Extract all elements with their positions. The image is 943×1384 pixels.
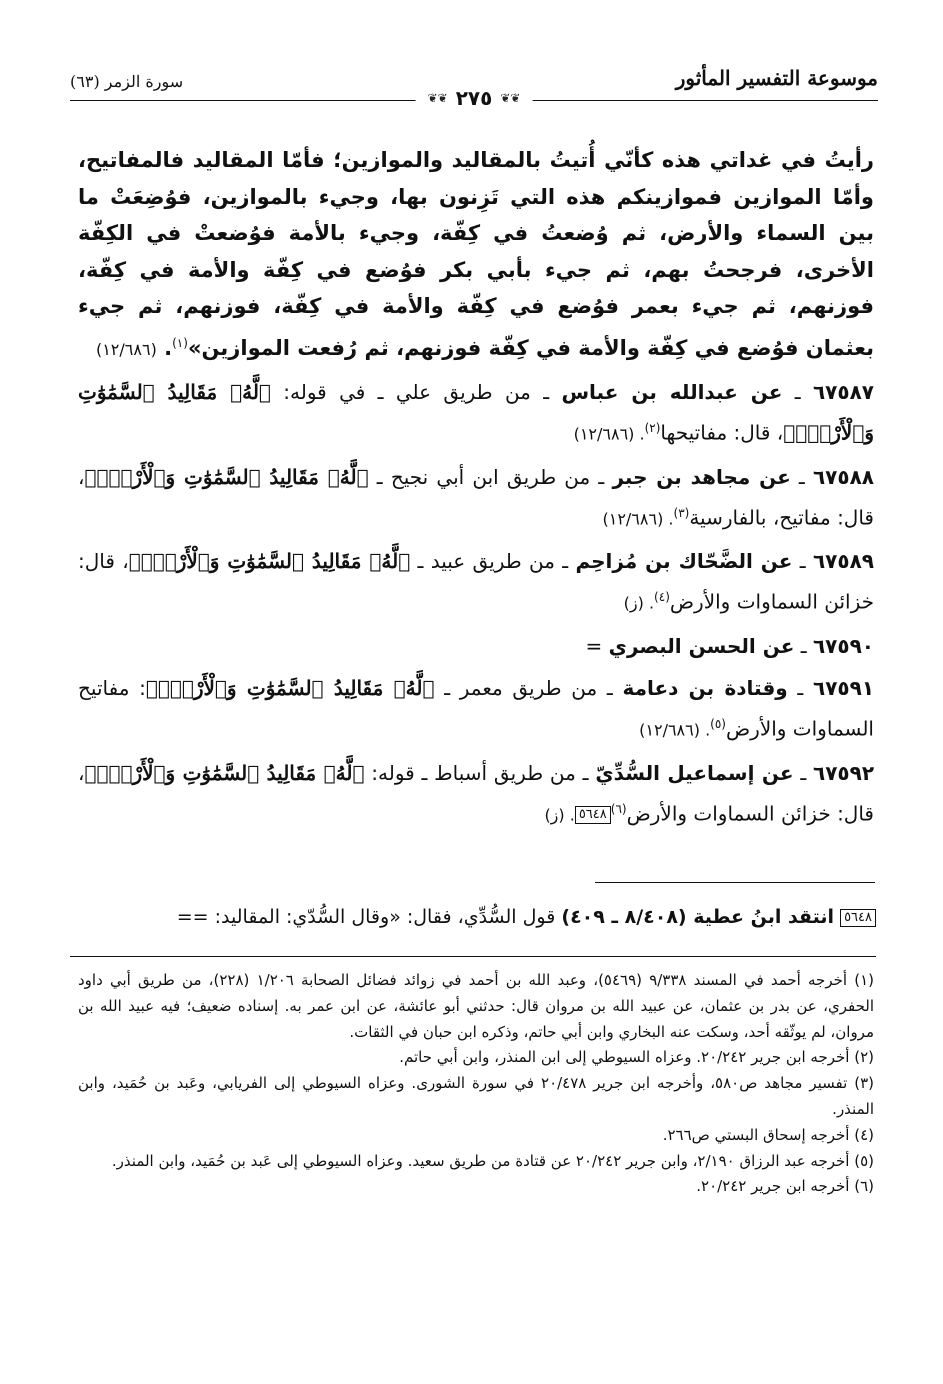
footnote: (٣) تفسير مجاهد ص٥٨٠، وأخرجه ابن جرير ٢٠/٤٧٨ في سورة الشورى. وعزاه السيوطي إلى الفريابي، وعَبد بن حُمَيد، وابن المنذر.: [78, 1074, 875, 1118]
footnote: (٥) أخرجه عبد الرزاق ٢/١٩٠، وابن جرير ٢٠/٢٤٢ عن قتادة من طريق سعيد. وعزاه السيوطي إلى عَبد بن حُمَيد، وابن المنذر.: [111, 1151, 874, 1170]
hadith-entry: ٦٧٥٩١ ـ وقتادة بن دعامة ـ من طريق معمر ـ ﴿لَّهُۥ مَقَالِيدُ ٱلسَّمَٰوَٰتِ وَٱلْأَرْضِۖ﴾: مفاتيح السماوات والأرض$^{(٥)}$. (١٢/٦٨٦): [78, 675, 875, 741]
entry-chain: =: [585, 633, 603, 658]
surah-label: سورة الزمر (٦٣): [70, 72, 184, 91]
page-header: [70, 62, 878, 122]
footnote: (٤) أخرجه إسحاق البستي ص٢٦٦.: [662, 1125, 874, 1144]
entry-comment: : مفاتيح السماوات والأرض: [78, 675, 874, 741]
entry-comment: ، قال: خزائن السماوات والأرض: [78, 549, 874, 614]
volume-ref: . (١٢/٦٨٦): [639, 720, 711, 740]
entry-narrator: عن الحسن البصري: [608, 633, 795, 658]
footnote-mark: (٥): [710, 716, 726, 731]
footnote: (٦) أخرجه ابن جرير ٢٠/٢٤٢.: [696, 1177, 874, 1196]
quran-verse: ﴿لَّهُۥ مَقَالِيدُ ٱلسَّمَٰوَٰتِ وَٱلْأَرْضِۖ﴾: [84, 464, 369, 489]
volume-ref: . (ز): [544, 805, 575, 825]
entry-number: ٦٧٥٩٠: [812, 633, 874, 658]
entry-chain: ـ من طريق عبيد ـ: [417, 549, 569, 574]
ornament-right-icon: ❦❦: [500, 91, 521, 105]
entry-narrator: عن عبدالله بن عباس: [561, 380, 783, 404]
entry-comment: ، قال: خزائن السماوات والأرض: [78, 760, 874, 826]
page-number-block: [416, 86, 533, 110]
volume-ref: (١٢/٦٨٦): [95, 339, 157, 359]
commentary-text: قول السُّدِّي، فقال: «وقال السُّدّي: المقاليد: ==: [176, 906, 556, 928]
entry-chain: ـ من طريق معمر ـ: [444, 675, 613, 700]
commentary-lead: انتقد ابنُ عطية (٨/٤٠٨ ـ ٤٠٩): [561, 906, 835, 928]
commentary-box-number: ٥٦٤٨: [840, 909, 876, 927]
volume-ref: . (١٢/٦٨٦): [573, 424, 645, 444]
opening-text: رأيتُ في غداتي هذه كأنّي أُتيتُ بالمقاليد والموازين؛ فأمّا المقاليد فالمفاتيح، وأمّا الموازين فموازينكم هذه التي تَزِنون بها، وجيء بالموازين، فوُضِعَتْ ما بين السماء والأرض، ثم وُضعتُ في كِفّة، وجيء بالأمة فوُضعتْ في الكِفّة الأخرى، فرجحتُ بهم، ثم جيء بأبي بكر فوُضع في كِفّة والأمة في كِفّة، فوزنهم، ثم جيء بعمر فوُضع في كِفّة والأمة في كِفّة، فوزنهم، ثم جيء بعثمان فوُضع في كِفّة والأمة في كِفّة فوزنهم، ثم رُفعت الموازين»: [78, 148, 874, 360]
quran-verse: ﴿لَّهُۥ مَقَالِيدُ ٱلسَّمَٰوَٰتِ وَٱلْأَرْضِۖ﴾: [145, 675, 435, 700]
quran-verse: ﴿لَّهُۥ مَقَالِيدُ ٱلسَّمَٰوَٰتِ وَٱلْأَرْضِۖ﴾: [128, 549, 411, 574]
hadith-entry: ٦٧٥٨٨ ـ عن مجاهد بن جبر ـ من طريق ابن أبي نجيح ـ ﴿لَّهُۥ مَقَالِيدُ ٱلسَّمَٰوَٰتِ وَٱلْأَرْضِۖ﴾، قال: مفاتيح، بالفارسية$^{(٣)}$. (١٢/٦٨٦): [78, 464, 875, 530]
opening-paragraph: رأيتُ في غداتي هذه كأنّي أُتيتُ بالمقاليد والموازين؛ فأمّا المقاليد فالمفاتيح، وأمّا الموازين فموازينكم هذه التي تَزِنون بها، وجيء بالموازين، فوُضِعَتْ ما بين السماء والأرض، ثم وُضعتُ في كِفّة، وجيء بالأمة فوُضعتْ في الكِفّة الأخرى، فرجحتُ بهم، ثم جيء بأبي بكر فوُضع في كِفّة والأمة في كِفّة، فوزنهم، ثم جيء بعمر فوُضع في كِفّة والأمة في كِفّة، فوزنهم، ثم جيء بعثمان فوُضع في كِفّة والأمة في كِفّة فوزنهم، ثم رُفعت الموازين»$^{(١)}$. (١٢/٦٨٦): [78, 148, 874, 360]
quran-verse: ﴿لَّهُۥ مَقَالِيدُ ٱلسَّمَٰوَٰتِ وَٱلْأَرْضِۖ﴾: [78, 380, 874, 445]
ornament-left-icon: ❦❦: [427, 91, 448, 105]
footnote-mark: (٢): [644, 421, 661, 435]
entry-chain: ـ من طريق علي ـ في قوله:: [283, 380, 550, 404]
volume-ref: . (١٢/٦٨٦): [602, 509, 674, 529]
main-text: [78, 142, 874, 833]
footnote-mark: (١): [172, 335, 188, 350]
entry-number: ٦٧٥٩١: [812, 675, 875, 700]
footnote-mark: (٤): [654, 590, 670, 605]
entry-comment: ، قال: مفاتيح، بالفارسية: [78, 464, 874, 530]
commentary-separator: [595, 882, 875, 883]
hadith-entry: ٦٧٥٩٠ ـ عن الحسن البصري =: [585, 633, 874, 658]
entry-number: ٦٧٥٩٢: [813, 760, 875, 785]
entry-narrator: عن مجاهد بن جبر: [612, 464, 791, 489]
entry-number: ٦٧٥٨٧: [812, 380, 875, 404]
entry-narrator: عن إسماعيل السُّدِّيّ: [595, 760, 794, 785]
hadith-entry: ٦٧٥٨٧ ـ عن عبدالله بن عباس ـ من طريق علي ـ في قوله: ﴿لَّهُۥ مَقَالِيدُ ٱلسَّمَٰوَٰتِ وَٱلْأَرْضِۖ﴾، قال: مفاتيحها$^{(٢)}$. (١٢/٦٨٦): [78, 380, 875, 445]
footnote-separator: [70, 956, 876, 957]
page-number: ٢٧٥: [455, 86, 493, 110]
footnotes: [78, 968, 874, 1200]
footnote: (٢) أخرجه ابن جرير ٢٠/٢٤٢. وعزاه السيوطي إلى ابن المنذر، وابن أبي حاتم.: [399, 1048, 874, 1067]
volume-ref: . (ز): [623, 593, 655, 613]
entry-chain: ـ من طريق ابن أبي نجيح ـ: [376, 464, 605, 489]
footnote-mark: (٣): [673, 505, 690, 520]
entry-number: ٦٧٥٨٩: [812, 549, 875, 574]
entry-number: ٦٧٥٨٨: [812, 464, 875, 489]
entry-comment: ، قال: مفاتيحها: [660, 420, 784, 445]
commentary-box-ref[interactable]: ٥٦٤٨: [575, 806, 611, 824]
entry-narrator: وقتادة بن دعامة: [622, 675, 788, 700]
footnote: (١) أخرجه أحمد في المسند ٩/٣٣٨ (٥٤٦٩)، وعبد الله بن أحمد في زوائد فضائل الصحابة ١/٢٠٦ (٢٢٨)، من طريق أبي داود الحفري، عن بدر بن عثمان، عن عبيد الله بن مروان قال: حدثني أبو عائشة، عن ابن عمر به. إسناده ضعيف؛ فيه عبيد الله بن مروان، لم يوثّقه أحد، وسكت عنه البخاري وابن أبي حاتم، وذكره ابن حبان في الثقات.: [78, 971, 874, 1041]
hadith-entry: ٦٧٥٨٩ ـ عن الضَّحّاك بن مُزاحِم ـ من طريق عبيد ـ ﴿لَّهُۥ مَقَالِيدُ ٱلسَّمَٰوَٰتِ وَٱلْأَرْضِۖ﴾، قال: خزائن السماوات والأرض$^{(٤)}$. (ز): [78, 549, 875, 614]
entry-chain: ـ من طريق أسباط ـ قوله:: [371, 760, 589, 785]
quran-verse: ﴿لَّهُۥ مَقَالِيدُ ٱلسَّمَٰوَٰتِ وَٱلْأَرْضِۖ﴾: [84, 760, 365, 785]
book-title: موسوعة التفسير المأثور: [675, 66, 878, 90]
commentary-line: [70, 902, 876, 932]
footnote-mark: (٦): [610, 801, 627, 816]
entry-narrator: عن الضَّحّاك بن مُزاحِم: [575, 549, 793, 574]
hadith-entry: ٦٧٥٩٢ ـ عن إسماعيل السُّدِّيّ ـ من طريق أسباط ـ قوله: ﴿لَّهُۥ مَقَالِيدُ ٱلسَّمَٰوَٰتِ وَٱلْأَرْضِۖ﴾، قال: خزائن السماوات والأرض$^{(٦)}$٥٦٤٨. (ز): [78, 760, 875, 826]
